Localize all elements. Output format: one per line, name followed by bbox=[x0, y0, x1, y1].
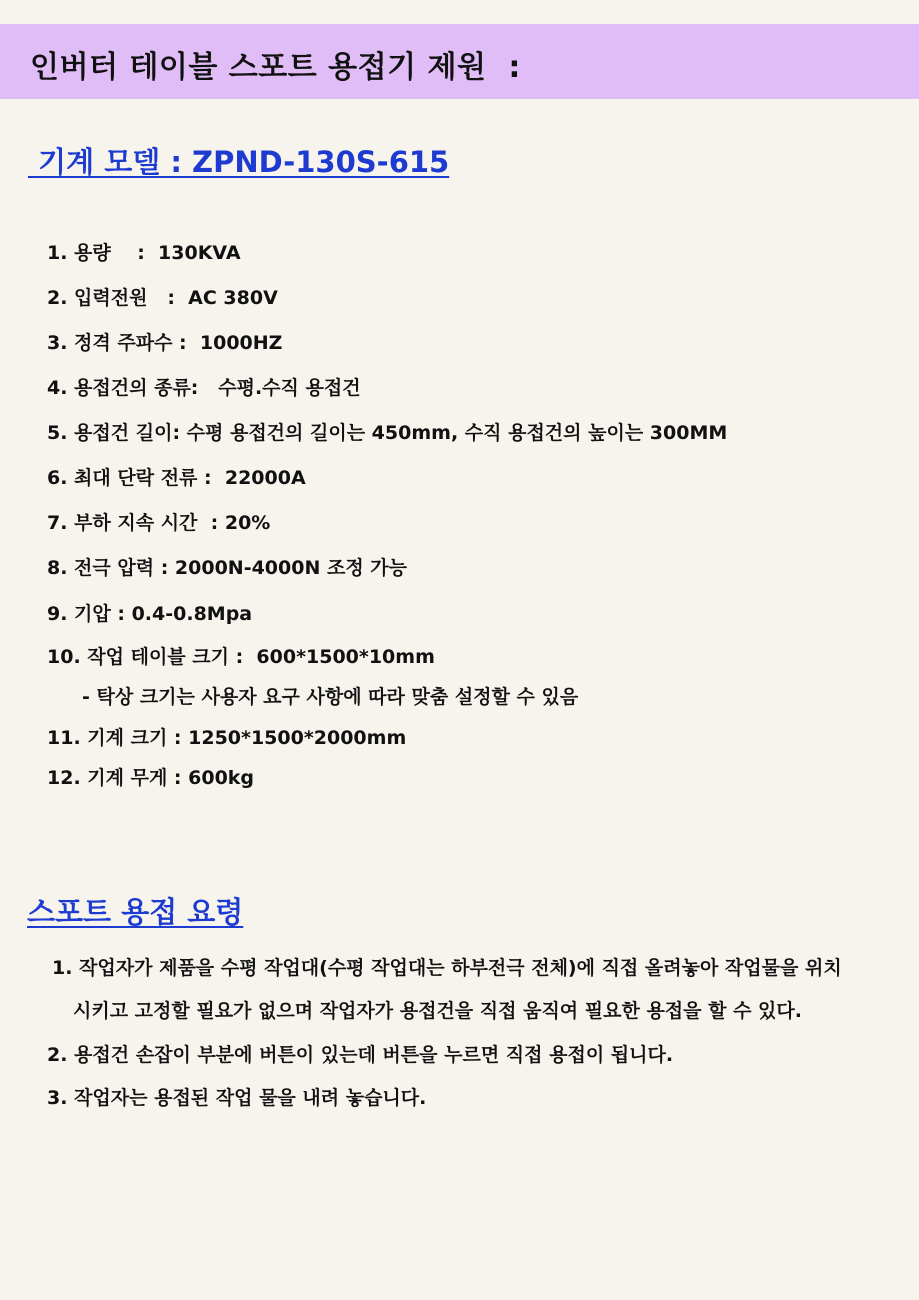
spec-item-rated-frequency: 3. 정격 주파수 : 1000HZ bbox=[47, 332, 283, 354]
method-step-1: 1. 작업자가 제품을 수평 작업대(수평 작업대는 하부전극 전체)에 직접 올려놓아 작업물을 위치 bbox=[52, 957, 842, 979]
spec-item-gun-length: 5. 용접건 길이: 수평 용접건의 길이는 450mm, 수직 용접건의 높이는 300MM bbox=[47, 422, 728, 444]
spec-item-table-size: 10. 작업 테이블 크기 : 600*1500*10mm bbox=[47, 646, 435, 668]
method-step-1-continued: 시키고 고정할 필요가 없으며 작업자가 용접건을 직접 움직여 필요한 용접을 할 수 있다. bbox=[73, 1000, 802, 1022]
machine-model-heading: 기계 모델 : ZPND-130S-615 bbox=[28, 145, 450, 179]
method-step-2: 2. 용접건 손잡이 부분에 버튼이 있는데 버튼을 누르면 직접 용접이 됩니다. bbox=[47, 1044, 674, 1066]
method-step-3: 3. 작업자는 용접된 작업 물을 내려 놓습니다. bbox=[47, 1087, 427, 1109]
spec-item-air-pressure: 9. 기압 : 0.4-0.8Mpa bbox=[47, 603, 253, 625]
page-title: 인버터 테이블 스포트 용접기 제원 : bbox=[30, 50, 521, 85]
spec-item-max-short-circuit-current: 6. 최대 단락 전류 : 22000A bbox=[47, 467, 306, 489]
spec-item-electrode-pressure: 8. 전극 압력 : 2000N-4000N 조정 가능 bbox=[47, 557, 408, 579]
spec-item-machine-weight: 12. 기계 무게 : 600kg bbox=[47, 767, 255, 789]
spec-item-gun-type: 4. 용접건의 종류: 수평.수직 용접건 bbox=[47, 377, 361, 399]
spec-item-capacity: 1. 용량 : 130KVA bbox=[47, 242, 241, 264]
spec-item-duty-cycle: 7. 부하 지속 시간 : 20% bbox=[47, 512, 271, 534]
spec-item-table-note: - 탁상 크기는 사용자 요구 사항에 따라 맞춤 설정할 수 있음 bbox=[82, 686, 579, 708]
spot-welding-method-heading: 스포트 용접 요령 bbox=[27, 895, 244, 929]
spec-item-machine-size: 11. 기계 크기 : 1250*1500*2000mm bbox=[47, 727, 407, 749]
spec-item-input-power: 2. 입력전원 : AC 380V bbox=[47, 287, 278, 309]
